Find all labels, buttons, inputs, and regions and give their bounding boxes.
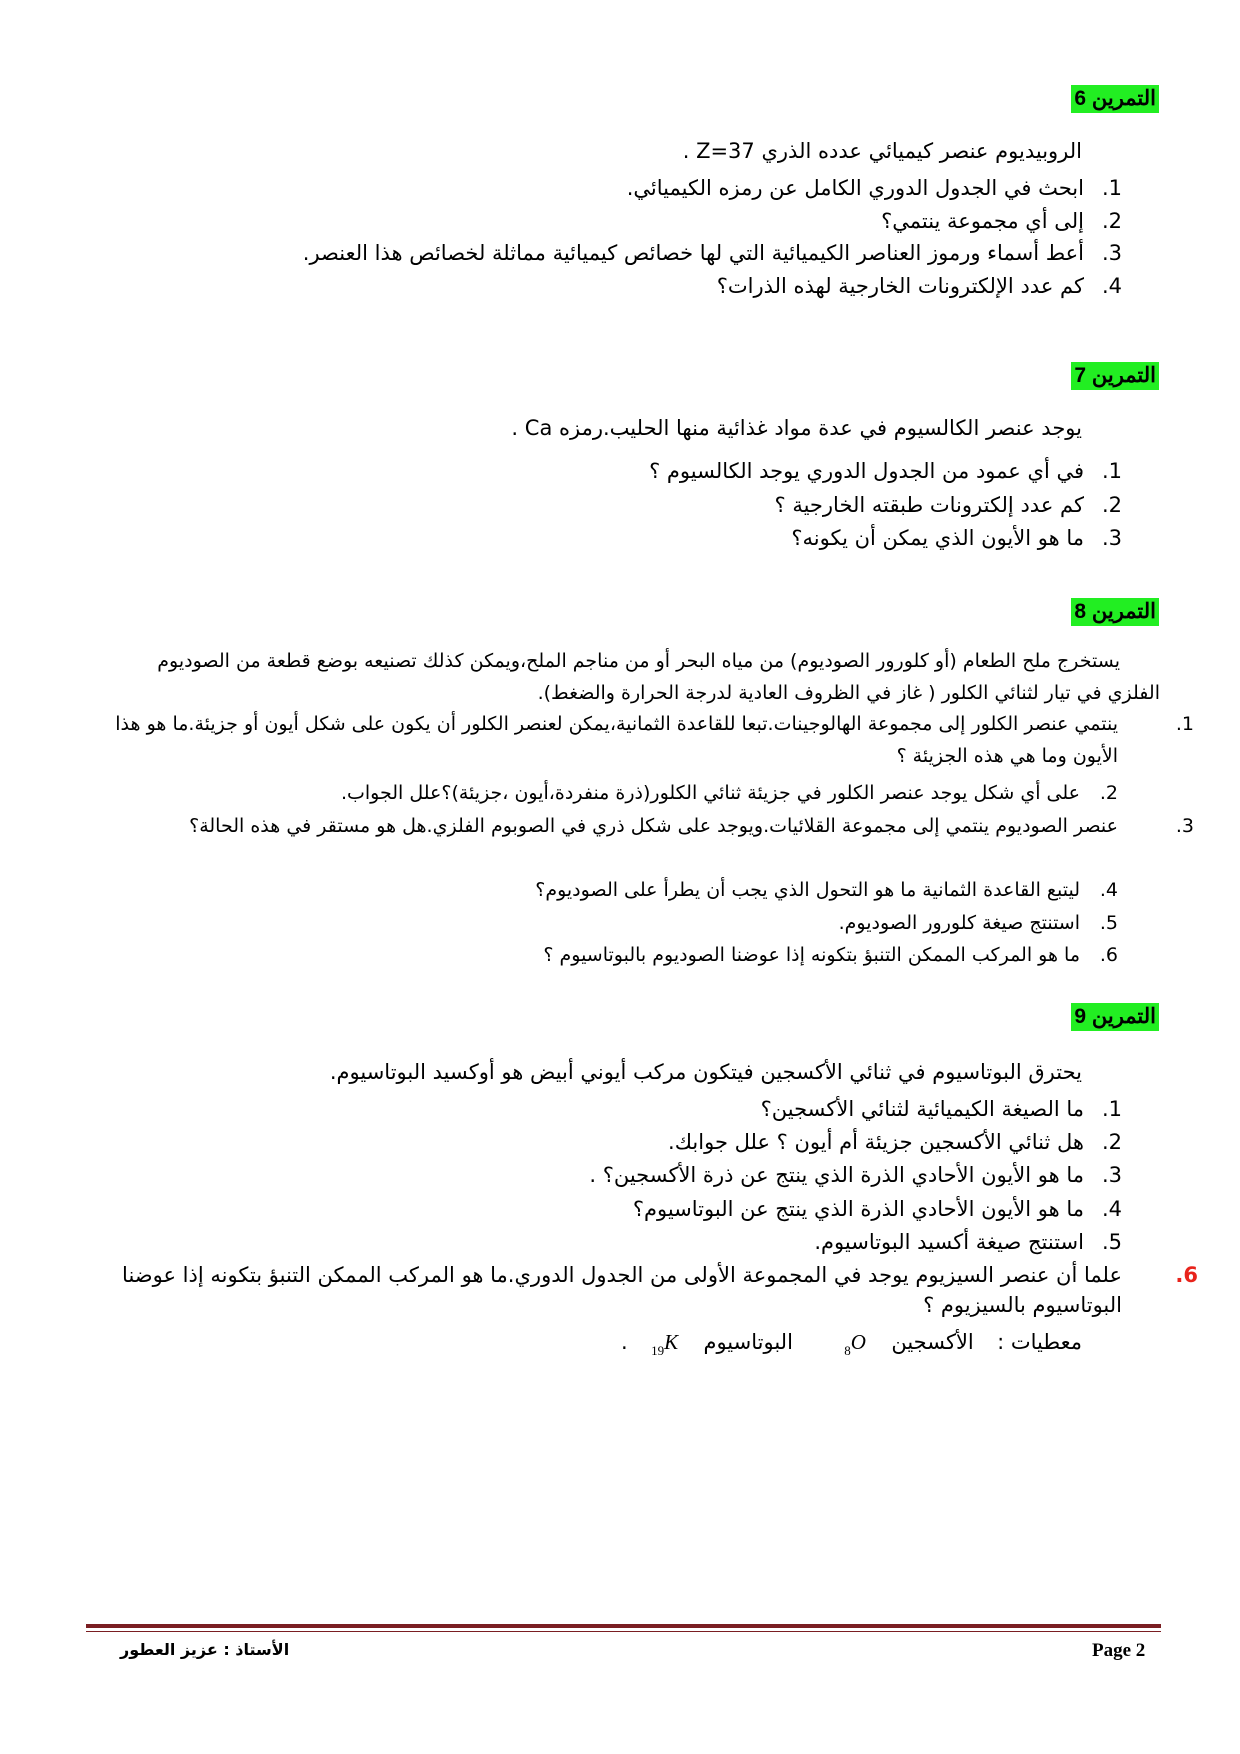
question-number: 2.: [1101, 1130, 1122, 1154]
exercise-9-data: [621, 1330, 1082, 1359]
exercise-8-question-4: [535, 874, 1118, 906]
question-number: 2.: [1101, 209, 1122, 233]
question-text: استنتج صيغة كلورور الصوديوم.: [838, 912, 1080, 934]
exercise-7-question-3: [791, 523, 1122, 553]
exercise-6-question-1: [627, 173, 1122, 203]
question-text: استنتج صيغة أكسيد البوتاسيوم.: [814, 1230, 1084, 1254]
exercise-9-question-2: [668, 1127, 1122, 1157]
question-text: هل ثنائي الأكسجين جزيئة أم أيون ؟ علل جوابك.: [668, 1130, 1084, 1154]
exercise-7-title: التمرين 7: [1071, 362, 1159, 390]
data-end: .: [621, 1330, 628, 1354]
question-text: ما هو الأيون الأحادي الذرة الذي ينتج عن ذرة الأكسجين؟ .: [589, 1163, 1084, 1187]
exercise-9-intro: يحترق البوتاسيوم في ثنائي الأكسجين فيتكون مركب أيوني أبيض هو أوكسيد البوتاسيوم.: [329, 1060, 1082, 1084]
question-text: ما هو المركب الممكن التنبؤ بتكونه إذا عوضنا الصوديوم بالبوتاسيوم ؟: [543, 944, 1080, 966]
exercise-8-intro: يستخرج ملح الطعام (أو كلورور الصوديوم) من مياه البحر أو من مناجم الملح،ويمكن كذلك تصنيعه بوضع قطعة من الصوديوم الفلزي في تيار لثنائي الكلور ( غاز في الظروف العادية لدرجة الحرارة والضغط).: [157, 650, 1160, 704]
question-text: إلى أي مجموعة ينتمي؟: [881, 209, 1084, 233]
question-number: 1.: [1101, 1097, 1122, 1121]
question-text: أعط أسماء ورموز العناصر الكيميائية التي لها خصائص كيميائية مماثلة لخصائص هذا العنصر.: [302, 241, 1084, 265]
exercise-6-title-wrap: [1071, 85, 1159, 113]
exercise-9-question-3: [589, 1160, 1122, 1190]
footer-rule-thick: [86, 1624, 1161, 1628]
data-label: معطيات :: [997, 1330, 1082, 1354]
potassium-atomic-number: 19: [651, 1343, 665, 1358]
oxygen-symbol: O: [850, 1330, 866, 1354]
teacher-name: الأستاذ : عزيز العطور: [120, 1640, 290, 1659]
exercise-8-question-3: [58, 810, 1194, 842]
exercise-7-question-2: [775, 490, 1122, 520]
exercise-8-question-2: [341, 777, 1118, 809]
question-text: كم عدد الإلكترونات الخارجية لهذه الذرات؟: [716, 274, 1084, 298]
question-number: 6.: [1099, 944, 1118, 966]
question-number: 5.: [1101, 1230, 1122, 1254]
oxygen-atomic-number: 8: [844, 1343, 851, 1358]
exercise-7-intro: يوجد عنصر الكالسيوم في عدة مواد غذائية منها الحليب.رمزه Ca .: [511, 416, 1082, 440]
question-number: 3.: [1101, 526, 1122, 550]
exercise-6-title: التمرين 6: [1071, 85, 1159, 113]
exercise-8-title: التمرين 8: [1071, 598, 1159, 626]
question-number: 1.: [1101, 459, 1122, 483]
exercise-9-title-wrap: [1071, 1003, 1159, 1031]
potassium-name: البوتاسيوم: [703, 1330, 793, 1354]
question-number: 3.: [1101, 241, 1122, 265]
potassium-symbol: K: [664, 1330, 679, 1354]
exercise-8-question-5: [839, 907, 1118, 939]
exercise-9-question-6: [62, 1260, 1198, 1320]
exercise-8-question-1: [88, 708, 1194, 772]
question-number: 4.: [1101, 1197, 1122, 1221]
footer-rule-thin: [86, 1631, 1161, 1632]
oxygen-name: الأكسجين: [891, 1330, 974, 1354]
exercise-6-intro: الروبيديوم عنصر كيميائي عدده الذري Z=37 .: [682, 139, 1082, 163]
question-number: 5.: [1099, 912, 1118, 934]
exercise-6-question-4: [717, 271, 1122, 301]
potassium-nuclide: [651, 1330, 679, 1358]
question-text: ما هو الأيون الأحادي الذرة الذي ينتج عن البوتاسيوم؟: [632, 1197, 1084, 1221]
page-number: Page 2: [1092, 1640, 1146, 1661]
question-text: في أي عمود من الجدول الدوري يوجد الكالسيوم ؟: [649, 459, 1084, 483]
oxygen-nuclide: [844, 1330, 866, 1358]
exercise-9-question-5: [814, 1227, 1122, 1257]
question-text: علما أن عنصر السيزيوم يوجد في المجموعة الأولى من الجدول الدوري.ما هو المركب الممكن التنبؤ بتكونه إذا عوضنا البوتاسيوم بالسيزيوم ؟: [122, 1263, 1122, 1317]
question-number: 1.: [1175, 713, 1194, 735]
question-text: ما هو الأيون الذي يمكن أن يكونه؟: [791, 526, 1084, 550]
exercise-7-question-1: [649, 456, 1122, 486]
exercise-8-title-wrap: [1071, 598, 1159, 626]
exercise-8-question-6: [543, 939, 1118, 971]
question-text: ابحث في الجدول الدوري الكامل عن رمزه الكيميائي.: [626, 176, 1084, 200]
exercise-6-question-2: [881, 206, 1122, 236]
question-text: ليتبع القاعدة الثمانية ما هو التحول الذي يجب أن يطرأ على الصوديوم؟: [535, 879, 1080, 901]
exercise-6-question-3: [303, 238, 1122, 268]
exercise-9-question-4: [633, 1194, 1122, 1224]
question-number: 3.: [1101, 1163, 1122, 1187]
question-number: 2.: [1099, 782, 1118, 804]
question-number: 2.: [1101, 493, 1122, 517]
question-number: 1.: [1101, 176, 1122, 200]
question-text: عنصر الصوديوم ينتمي إلى مجموعة القلائيات.ويوجد على شكل ذري في الصوبوم الفلزي.هل هو مستقر في هذه الحالة؟: [189, 815, 1118, 837]
question-number: 3.: [1175, 815, 1194, 837]
question-number: 6.: [1175, 1263, 1198, 1287]
question-text: على أي شكل يوجد عنصر الكلور في جزيئة ثنائي الكلور(ذرة منفردة،أيون ،جزيئة)؟علل الجواب.: [340, 782, 1080, 804]
question-text: ينتمي عنصر الكلور إلى مجموعة الهالوجينات.تبعا للقاعدة الثمانية،يمكن لعنصر الكلور أن يكون على شكل أيون أو جزيئة.ما هو هذا الأيون وما هي هذه الجزيئة ؟: [115, 713, 1118, 767]
question-number: 4.: [1099, 879, 1118, 901]
exercise-9-question-1: [761, 1094, 1122, 1124]
question-number: 4.: [1101, 274, 1122, 298]
question-text: ما الصيغة الكيميائية لثنائي الأكسجين؟: [760, 1097, 1084, 1121]
exercise-7-title-wrap: [1071, 362, 1159, 390]
exercise-9-title: التمرين 9: [1071, 1003, 1159, 1031]
question-text: كم عدد إلكترونات طبقته الخارجية ؟: [774, 493, 1084, 517]
